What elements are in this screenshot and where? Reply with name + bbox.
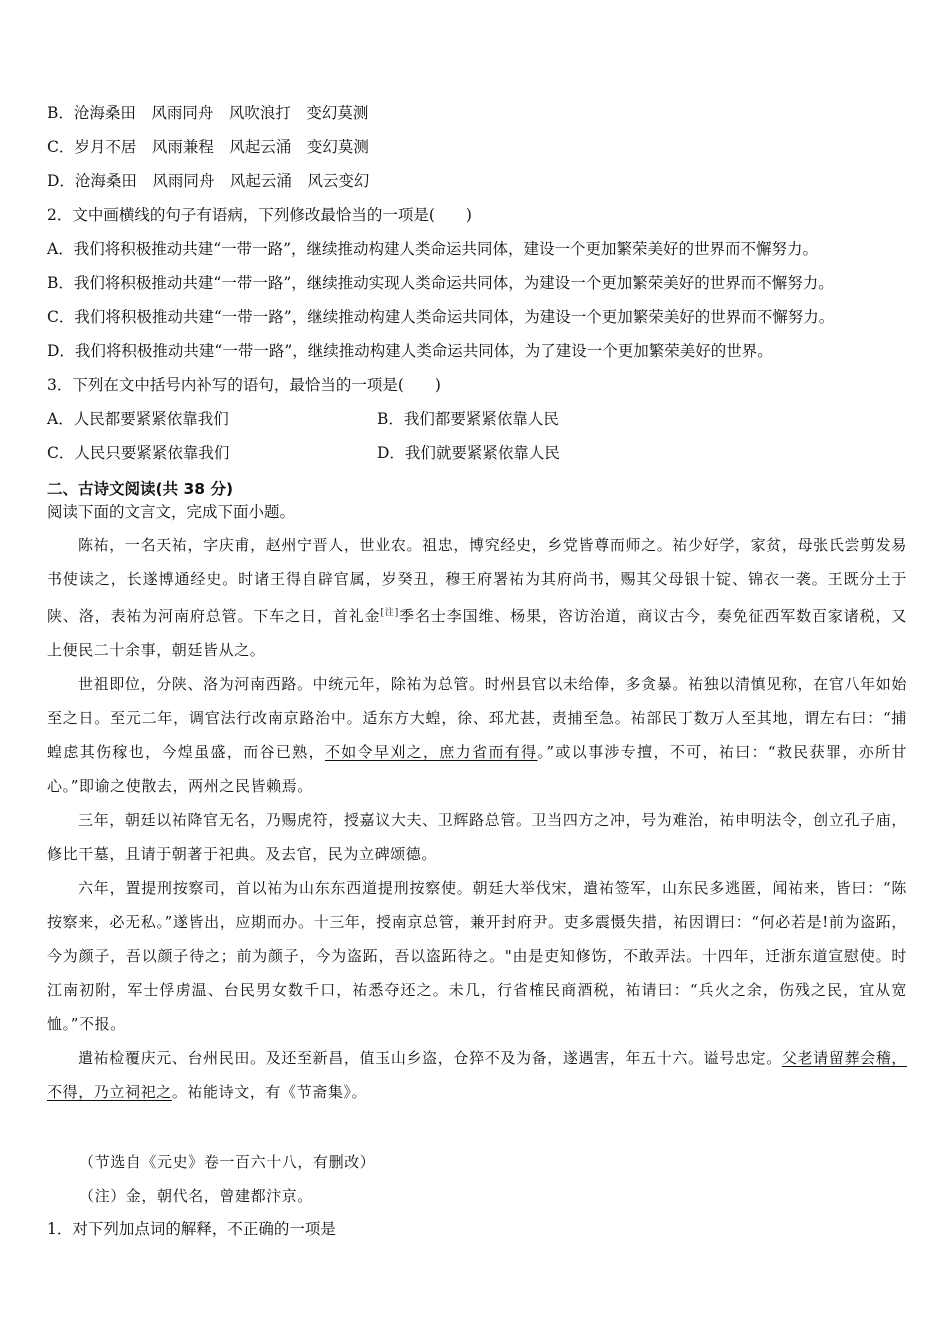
q3-option-d: D．我们就要紧紧依靠人民: [377, 444, 560, 462]
passage-paragraph-2: 世祖即位，分陕、洛为河南西路。中统元年，除祐为总管。时州县官以未给俸，多贪暴。祐独以清慎见称，在官八年如始至之日。至元二年，调官法行改南京路治中。适东方大蝗，徐、邳尤甚，责捕至急。祐部民丁数万人至其地，谓左右曰：“捕蝗虑其伤稼也，今煌虽盛，而谷已熟，不如令早刈之，庶力省而有得。”或以事涉专擅，不可，祐曰：“救民获罪，亦所甘心。”即谕之使散去，两州之民皆赖焉。: [47, 675, 907, 795]
q2-option-a: A．我们将积极推动共建“一带一路”，继续推动构建人类命运共同体，建设一个更加繁荣美好的世界而不懈努力。: [47, 240, 819, 258]
passage-annotation: （注）金，朝代名，曾建都汴京。: [79, 1187, 314, 1205]
section-title: 二、古诗文阅读(共 38 分): [47, 480, 234, 498]
passage-paragraph-3: 三年，朝廷以祐降官无名，乃赐虎符，授嘉议大夫、卫辉路总管。卫当四方之冲，号为难治，祐申明法令，创立孔子庙，修比干墓，且请于朝著于祀典。及去官，民为立碑颂德。: [47, 811, 907, 863]
section-instruction: 阅读下面的文言文，完成下面小题。: [47, 503, 296, 521]
passage-paragraph-1: 陈祐，一名天祐，字庆甫，赵州宁晋人，世业农。祖忠，博究经史，乡党皆尊而师之。祐少好学，家贫，母张氏尝剪发易书使读之，长遂博通经史。时诸王得自辟官属，岁癸丑，穆王府署祐为其府尚书，赐其父母银十锭、锦衣一袭。王既分土于陕、洛，表祐为河南府总管。下车之日，首礼金[注]季名士李国维、杨果，咨访治道，商议古今，奏免征西军数百家诸税，又上便民二十余事，朝廷皆从之。: [47, 536, 907, 659]
footnote-marker: [注]: [380, 608, 399, 618]
q3-option-c: C．人民只要紧紧依靠我们: [47, 444, 230, 462]
q2-option-b: B．我们将积极推动共建“一带一路”，继续推动实现人类命运共同体，为建设一个更加繁荣美好的世界而不懈努力。: [47, 274, 834, 292]
q3-option-a: A．人民都要紧紧依靠我们: [47, 410, 229, 428]
q2-option-c: C．我们将积极推动共建“一带一路”，继续推动构建人类命运共同体，为建设一个更加繁荣美好的世界而不懈努力。: [47, 308, 835, 326]
underlined-sentence-2: 父老请留葬会稽，不得，乃立祠祀之: [47, 1049, 907, 1101]
passage-paragraph-5: 遣祐检覆庆元、台州民田。及还至新昌，值玉山乡盗，仓猝不及为备，遂遇害，年五十六。谥号忠定。父老请留葬会稽，不得，乃立祠祀之。祐能诗文，有《节斋集》。: [47, 1049, 907, 1101]
underlined-sentence-1: 不如令早刈之，庶力省而有得: [324, 743, 538, 761]
q3-option-b: B．我们都要紧紧依靠人民: [377, 410, 559, 428]
classical-passage: [47, 528, 907, 1109]
q1-option-d: D．沧海桑田 风雨同舟 风起云涌 风云变幻: [47, 172, 370, 190]
passage-paragraph-4: 六年，置提刑按察司，首以祐为山东东西道提刑按察使。朝廷大举伐宋，遣祐签军，山东民多逃匿，闻祐来，皆曰：“陈按察来，必无私。”遂皆出，应期而办。十三年，授南京总管，兼开封府尹。吏多震慑失措，祐因谓曰：“何必若是!前为盗跖，今为颜子，吾以颜子待之；前为颜子，今为盗跖，吾以盗跖待之。"由是吏知修饬，不敢弄法。十四年，迁浙东道宣慰使。时江南初附，军士俘虏温、台民男女数千口，祐悉夺还之。未几，行省榷民商酒税，祐请曰：“兵火之余，伤残之民，宜从宽恤。”不报。: [47, 879, 907, 1033]
q1-option-b: B．沧海桑田 风雨同舟 风吹浪打 变幻莫测: [47, 104, 369, 122]
q1-option-c: C．岁月不居 风雨兼程 风起云涌 变幻莫测: [47, 138, 369, 156]
q1-stem: 1．对下列加点词的解释，不正确的一项是: [47, 1220, 336, 1238]
q3-stem: 3．下列在文中括号内补写的语句，最恰当的一项是( ): [47, 376, 441, 394]
passage-source: （节选自《元史》卷一百六十八，有删改）: [79, 1153, 376, 1171]
q2-stem: 2．文中画横线的句子有语病，下列修改最恰当的一项是( ): [47, 206, 472, 224]
q2-option-d: D．我们将积极推动共建“一带一路”，继续推动构建人类命运共同体，为了建设一个更加繁荣美好的世界。: [47, 342, 773, 360]
